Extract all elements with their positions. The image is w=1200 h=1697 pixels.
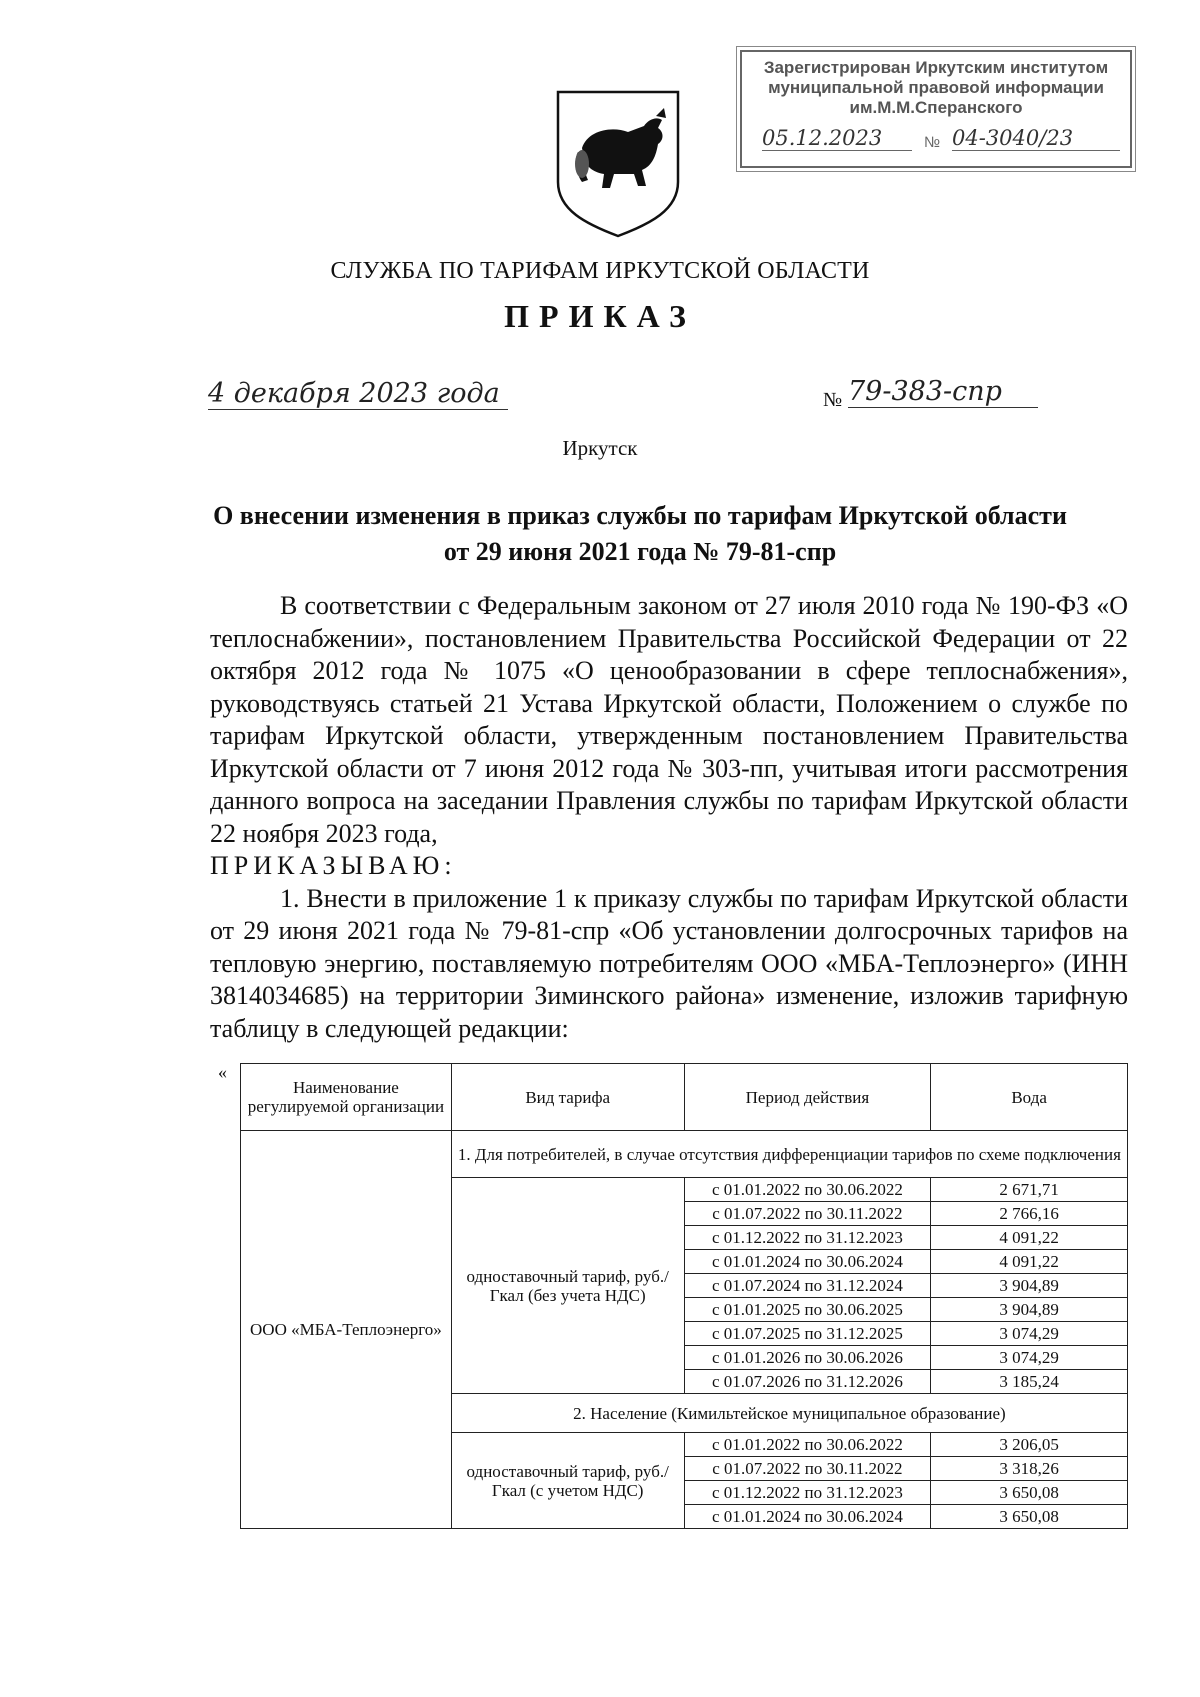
coat-of-arms-icon — [552, 86, 684, 238]
order-body — [210, 590, 1128, 1045]
value-cell: 3 074,29 — [931, 1322, 1128, 1346]
preamble-paragraph: В соответствии с Федеральным законом от 27 июля 2010 года № 190-ФЗ «О теплоснабжении», постановлением Правительства Российской Федерации от 22 октября 2012 года № 1075 «О ценообразовании в сфере теплоснабжения», руководствуясь статьей 21 Устава Иркутской области, Положением о службе по тарифам Иркутской области, утвержденным постановлением Правительства Иркутской области от 7 июня 2012 года № 303-пп, учитывая итоги рассмотрения данного вопроса на заседании Правления службы по тарифам Иркутской области 22 ноября 2023 года, — [210, 591, 1128, 848]
section-1-title-row — [241, 1131, 1128, 1178]
table-open-quote: « — [218, 1062, 227, 1082]
value-cell: 3 185,24 — [931, 1370, 1128, 1394]
table-header-row — [241, 1064, 1128, 1131]
value-cell: 3 904,89 — [931, 1298, 1128, 1322]
period-cell: с 01.12.2022 по 31.12.2023 — [684, 1226, 931, 1250]
period-cell: с 01.12.2022 по 31.12.2023 — [684, 1481, 931, 1505]
document-type: ПРИКАЗ — [504, 298, 696, 334]
value-cell: 3 318,26 — [931, 1457, 1128, 1481]
stamp-line-3: им.М.М.Сперанского — [849, 98, 1023, 117]
order-number: 79-383-спр — [848, 376, 1038, 408]
header-period: Период действия — [684, 1064, 931, 1131]
period-cell: с 01.01.2022 по 30.06.2022 — [684, 1433, 931, 1457]
period-cell: с 01.01.2022 по 30.06.2022 — [684, 1178, 931, 1202]
value-cell: 4 091,22 — [931, 1250, 1128, 1274]
order-number-label: № — [823, 389, 843, 411]
value-cell: 3 206,05 — [931, 1433, 1128, 1457]
organization-cell: ООО «МБА-Теплоэнерго» — [241, 1131, 452, 1529]
period-cell: с 01.07.2025 по 31.12.2025 — [684, 1322, 931, 1346]
section-2-title: 2. Население (Кимильтейское муниципальное образование) — [451, 1394, 1127, 1433]
period-cell: с 01.07.2022 по 30.11.2022 — [684, 1202, 931, 1226]
tariff-table — [240, 1063, 1128, 1529]
header-tariff-type: Вид тарифа — [451, 1064, 684, 1131]
period-cell: с 01.07.2024 по 31.12.2024 — [684, 1274, 931, 1298]
stamp-no-label: № — [924, 134, 941, 151]
section-2-tariff-type: одноставочный тариф, руб./Гкал (с учетом НДС) — [451, 1433, 684, 1529]
registration-stamp — [740, 50, 1132, 168]
stamp-line-2: муниципальной правовой информации — [768, 78, 1104, 97]
section-1-title: 1. Для потребителей, в случае отсутствия дифференциации тарифов по схеме подключения — [451, 1131, 1127, 1178]
period-cell: с 01.07.2026 по 31.12.2026 — [684, 1370, 931, 1394]
value-cell: 3 650,08 — [931, 1505, 1128, 1529]
stamp-line-1: Зарегистрирован Иркутским институтом — [763, 58, 1109, 77]
order-date: 4 декабря 2023 года — [208, 378, 508, 410]
value-cell: 2 766,16 — [931, 1202, 1128, 1226]
header-organization: Наименование регулируемой организации — [241, 1064, 452, 1131]
section-1-tariff-type: одноставочный тариф, руб./Гкал (без учета НДС) — [451, 1178, 684, 1394]
city: Иркутск — [562, 436, 638, 460]
period-cell: с 01.07.2022 по 30.11.2022 — [684, 1457, 931, 1481]
period-cell: с 01.01.2025 по 30.06.2025 — [684, 1298, 931, 1322]
period-cell: с 01.01.2026 по 30.06.2026 — [684, 1346, 931, 1370]
prikazyvayu: ПРИКАЗЫВАЮ: — [210, 851, 457, 880]
subject-line-1: О внесении изменения в приказ службы по тарифам Иркутской области — [213, 501, 1067, 530]
stamp-reg-row — [756, 126, 1120, 156]
value-cell: 4 091,22 — [931, 1226, 1128, 1250]
value-cell: 3 074,29 — [931, 1346, 1128, 1370]
value-cell: 3 650,08 — [931, 1481, 1128, 1505]
period-cell: с 01.01.2024 по 30.06.2024 — [684, 1505, 931, 1529]
value-cell: 2 671,71 — [931, 1178, 1128, 1202]
stamp-date: 05.12.2023 — [762, 126, 912, 151]
order-subject — [120, 498, 1160, 570]
subject-line-2: от 29 июня 2021 года № 79-81-спр — [443, 537, 837, 566]
header-water: Вода — [931, 1064, 1128, 1131]
stamp-number: 04-3040/23 — [952, 126, 1120, 151]
period-cell: с 01.01.2024 по 30.06.2024 — [684, 1250, 931, 1274]
value-cell: 3 904,89 — [931, 1274, 1128, 1298]
agency-name: СЛУЖБА ПО ТАРИФАМ ИРКУТСКОЙ ОБЛАСТИ — [330, 258, 870, 284]
item-1-paragraph: 1. Внести в приложение 1 к приказу службы по тарифам Иркутской области от 29 июня 2021 года № 79-81-спр «Об установлении долгосрочных тарифов на тепловую энергию, поставляемую потребителям ООО «МБА-Теплоэнерго» (ИНН 3814034685) на территории Зиминского района» изменение, изложив тарифную таблицу в следующей редакции: — [210, 883, 1128, 1043]
